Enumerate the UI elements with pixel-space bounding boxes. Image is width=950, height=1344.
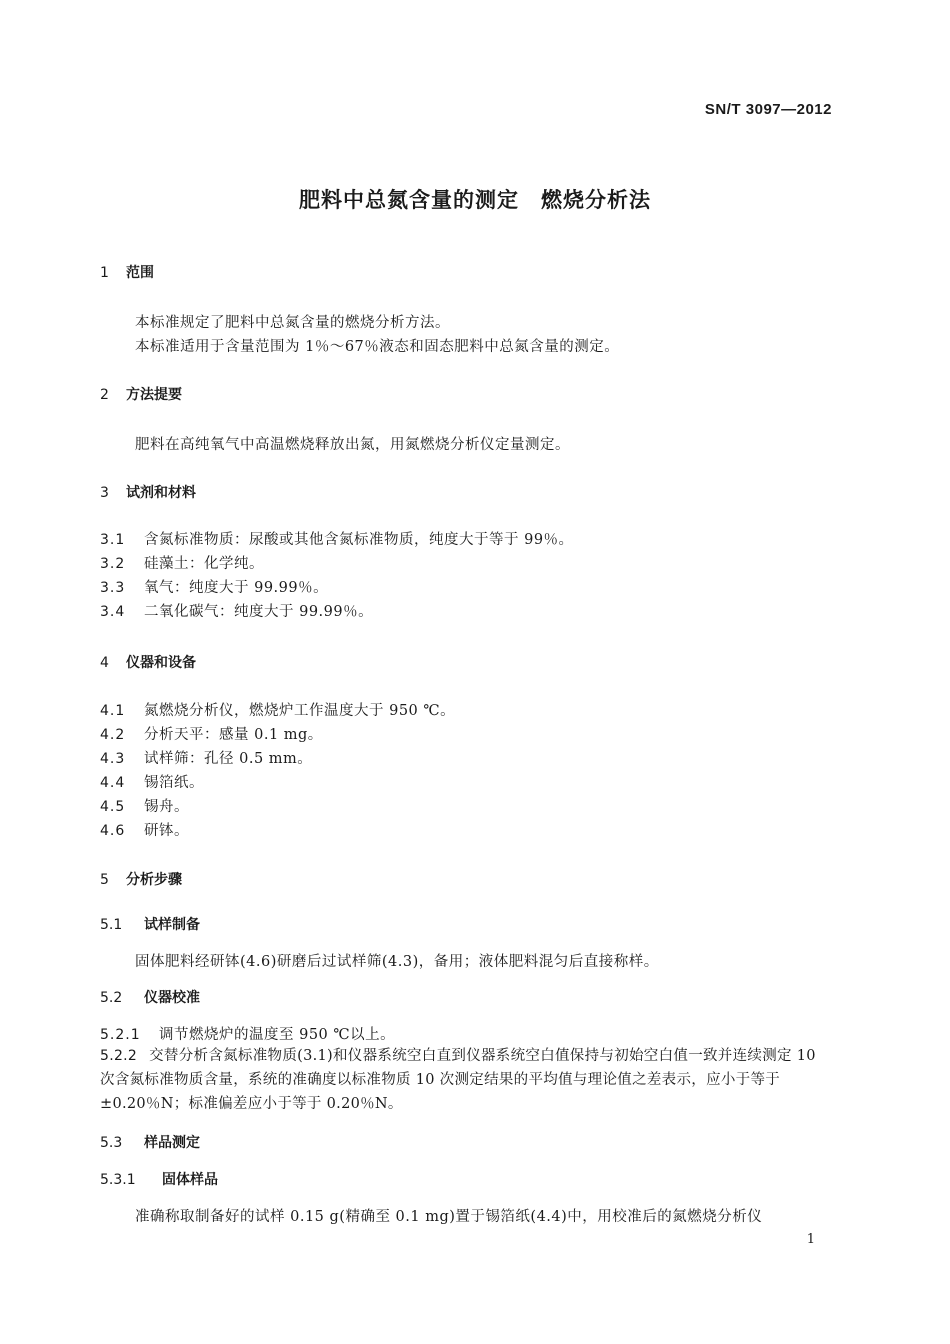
standard-number: SN/T 3097—2012 [704, 101, 832, 118]
section-4-heading [100, 652, 196, 672]
item-number: 3.4 [100, 604, 126, 620]
subsection-number: 5.1 [100, 917, 123, 933]
subsection-5-1-heading [100, 914, 200, 934]
item-number: 3.1 [100, 532, 126, 548]
item-text: 氧气：纯度大于 99.99％。 [144, 580, 329, 596]
item-text: 试样筛：孔径 0.5 mm。 [144, 751, 313, 767]
list-item [100, 819, 189, 840]
document-title: 肥料中总氮含量的测定 燃烧分析法 [299, 188, 651, 212]
item-number: 4.6 [100, 823, 126, 839]
item-text: 锡舟。 [144, 799, 189, 815]
list-item [100, 771, 204, 792]
subsection-title: 固体样品 [162, 1172, 218, 1188]
clause-number: 5.2.1 [100, 1027, 141, 1043]
section-number: 4 [100, 655, 109, 671]
section-number: 3 [100, 485, 109, 501]
section-3-heading [100, 482, 196, 502]
item-text: 含氮标准物质：尿酸或其他含氮标准物质，纯度大于等于 99％。 [144, 532, 574, 548]
list-item [100, 600, 373, 621]
clause-text: 调节燃烧炉的温度至 950 ℃以上。 [159, 1027, 396, 1043]
clause-text: 交替分析含氮标准物质(3.1)和仪器系统空白直到仪器系统空白值保持与初始空白值一致并连续测定 10 次含氮标准物质含量，系统的准确度以标准物质 10 次测定结果的平均值与理论值之差表示，应小于等于±0.20％N；标准偏差应小于等于 0.20％N。 [100, 1048, 816, 1112]
list-item [100, 528, 574, 549]
section-title: 范围 [126, 265, 154, 281]
subsection-5-3-1-heading [100, 1169, 218, 1189]
subsection-number: 5.3 [100, 1135, 123, 1151]
section-number: 2 [100, 387, 109, 403]
item-number: 4.1 [100, 703, 126, 719]
list-item [100, 795, 189, 816]
list-item [100, 699, 455, 720]
subsection-title: 样品测定 [144, 1135, 200, 1151]
section-title: 试剂和材料 [126, 485, 196, 501]
section-title: 分析步骤 [126, 872, 182, 888]
item-text: 锡箔纸。 [144, 775, 204, 791]
item-number: 4.4 [100, 775, 126, 791]
clause-5-2-1 [100, 1023, 395, 1044]
list-item [100, 576, 328, 597]
section-1-heading [100, 262, 154, 282]
clause-number: 5.2.2 [100, 1048, 138, 1064]
subsection-5-3-1-paragraph: 准确称取制备好的试样 0.15 g(精确至 0.1 mg)置于锡箔纸(4.4)中，用校准后的氮燃烧分析仪 [135, 1209, 763, 1225]
clause-5-2-2 [100, 1044, 832, 1116]
section-2-heading [100, 384, 182, 404]
section-title: 方法提要 [126, 387, 182, 403]
section-1-paragraph-1: 本标准规定了肥料中总氮含量的燃烧分析方法。 [135, 315, 450, 331]
item-text: 硅藻土：化学纯。 [144, 556, 264, 572]
subsection-number: 5.3.1 [100, 1172, 136, 1188]
section-5-heading [100, 869, 182, 889]
item-number: 3.3 [100, 580, 126, 596]
item-text: 氮燃烧分析仪，燃烧炉工作温度大于 950 ℃。 [144, 703, 456, 719]
item-number: 3.2 [100, 556, 126, 572]
item-number: 4.5 [100, 799, 126, 815]
item-text: 分析天平：感量 0.1 mg。 [144, 727, 323, 743]
item-text: 研钵。 [144, 823, 189, 839]
section-1-paragraph-2: 本标准适用于含量范围为 1％～67％液态和固态肥料中总氮含量的测定。 [135, 339, 620, 355]
list-item [100, 747, 312, 768]
subsection-5-3-heading [100, 1132, 200, 1152]
page-number: 1 [806, 1232, 815, 1247]
section-number: 1 [100, 265, 109, 281]
list-item [100, 723, 323, 744]
subsection-number: 5.2 [100, 990, 123, 1006]
section-number: 5 [100, 872, 109, 888]
section-title: 仪器和设备 [126, 655, 196, 671]
subsection-5-1-paragraph: 固体肥料经研钵(4.6)研磨后过试样筛(4.3)，备用；液体肥料混匀后直接称样。 [135, 954, 659, 970]
subsection-title: 仪器校准 [144, 990, 200, 1006]
item-number: 4.2 [100, 727, 126, 743]
subsection-5-2-heading [100, 987, 200, 1007]
section-2-paragraph-1: 肥料在高纯氧气中高温燃烧释放出氮，用氮燃烧分析仪定量测定。 [135, 437, 570, 453]
list-item [100, 552, 264, 573]
item-number: 4.3 [100, 751, 126, 767]
subsection-title: 试样制备 [144, 917, 200, 933]
item-text: 二氧化碳气：纯度大于 99.99％。 [144, 604, 374, 620]
